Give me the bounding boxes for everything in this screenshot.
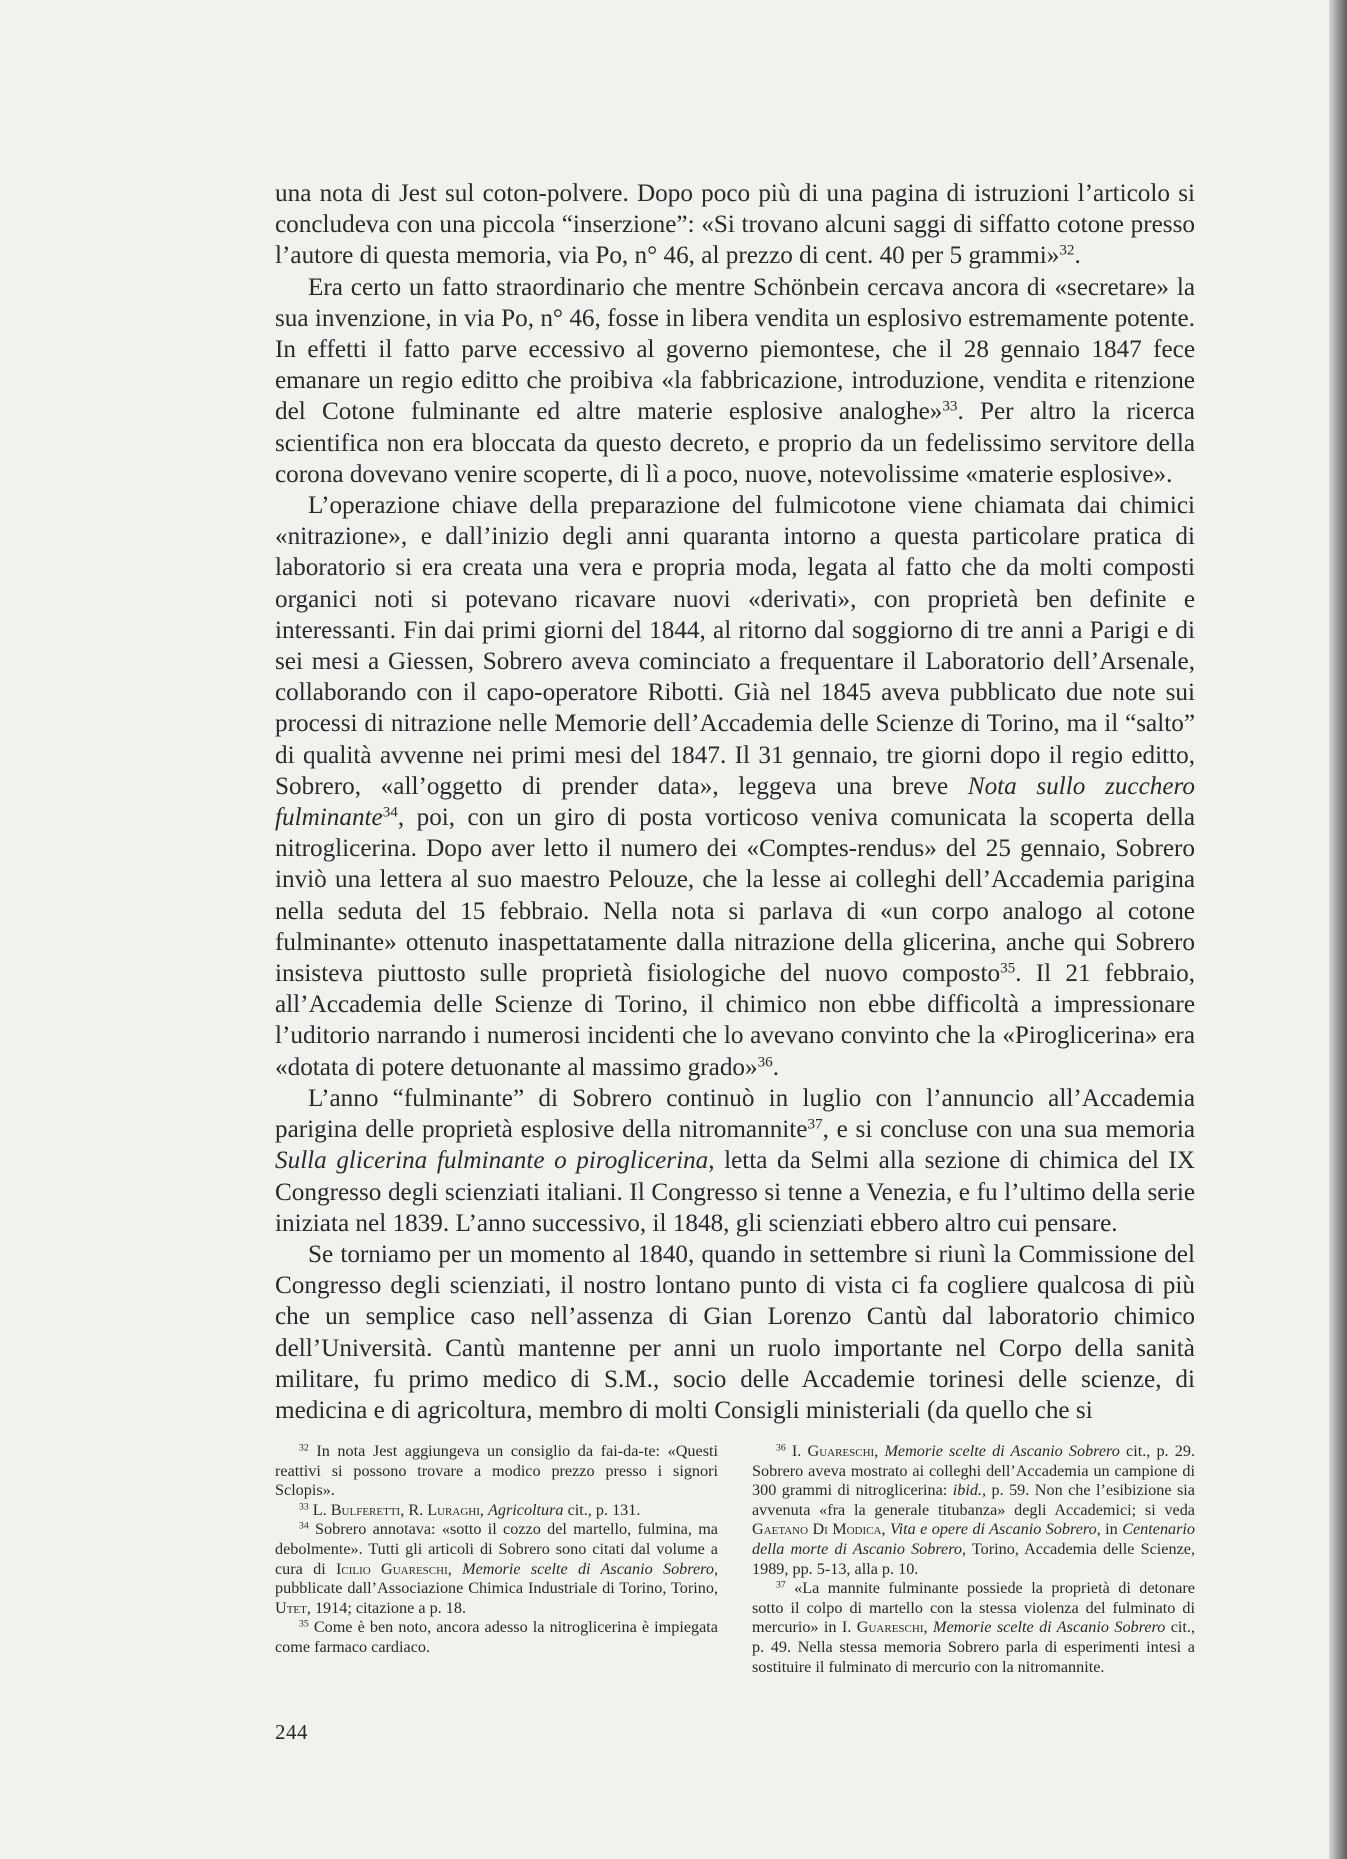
text-run: , 1914; citazione a p. 18. bbox=[306, 1598, 466, 1617]
footnote bbox=[275, 1618, 718, 1657]
italic-text: ibid. bbox=[952, 1481, 982, 1500]
italic-text: Memorie scelte di Ascanio Sobrero bbox=[884, 1442, 1120, 1460]
text-run: cit., p. 29. Sobrero aveva mostrato ai colleghi dell’Accademia un campione di 300 grammi di nitroglicerina: bbox=[752, 1442, 1196, 1500]
paragraph bbox=[275, 1239, 1195, 1426]
small-caps-name: Luraghi bbox=[427, 1500, 480, 1519]
text-run: una nota di Jest sul coton-polvere. Dopo poco più di una pagina di istruzioni l’articolo si concludeva con una piccola “inserzione”: «Si trovano alcuni saggi di siffatto cotone presso l’autore di questa memoria, via Po, n° 46, al prezzo di cent. 40 per 5 grammi» bbox=[275, 180, 1195, 270]
text-run: , bbox=[874, 1442, 885, 1460]
text-run: Sobrero annotava: «sotto il cozzo del martello, fulmina, ma debolmente». Tutti gli articoli di Sobrero sono citati dal volume a cura di bbox=[275, 1520, 718, 1578]
paragraph bbox=[275, 1083, 1195, 1239]
text-run: I. bbox=[785, 1442, 808, 1460]
text-run: , pubblicate dall’Associazione Chimica Industriale di Torino, Torino, bbox=[275, 1559, 718, 1598]
text-run: , bbox=[881, 1520, 890, 1539]
note-reference: 33 bbox=[299, 1501, 309, 1513]
text-run: . Per altro la ricerca scientifica non era bloccata da questo decreto, e proprio da un fedelissimo servitore della corona dovevano venire scoperte, di lì a poco, nuove, notevolissime «materie esplosive». bbox=[275, 398, 1195, 488]
text-run: In nota Jest aggiungeva un consiglio da fai-da-te: «Questi reattivi si possono trovare a modico prezzo presso i signori Sclopis». bbox=[275, 1442, 718, 1500]
small-caps-name: Guareschi bbox=[856, 1618, 924, 1637]
footnote bbox=[752, 1579, 1195, 1677]
text-run: , e si concluse con una sua memoria bbox=[822, 1116, 1195, 1144]
footnote bbox=[275, 1501, 718, 1521]
text-run: «La mannite fulminante possiede la proprietà di detonare sotto il colpo di martello con la stessa violenza del fulminato di mercurio» in I. bbox=[752, 1579, 1195, 1637]
note-reference: 36 bbox=[776, 1442, 786, 1454]
note-reference: 32 bbox=[299, 1442, 309, 1454]
italic-text: Memorie scelte di Ascanio Sobrero bbox=[932, 1618, 1166, 1637]
text-run: Era certo un fatto straordinario che mentre Schönbein cercava ancora di «secretare» la sua invenzione, in via Po, n° 46, fosse in libera vendita un esplosivo estremamente potente. In effetti il fatto parve eccessivo al governo piemontese, che il 28 gennaio 1847 fece emanare un regio editto che proibiva «la fabbricazione, introduzione, vendita e ritenzione del Cotone fulminante ed altre materie esplosive analoghe» bbox=[275, 273, 1195, 426]
footnote bbox=[275, 1442, 718, 1501]
text-run: L. bbox=[308, 1500, 331, 1519]
note-reference: 35 bbox=[1000, 960, 1016, 977]
italic-text: Memorie scelte di Ascanio Sobrero bbox=[462, 1559, 714, 1578]
note-reference: 34 bbox=[299, 1521, 309, 1533]
note-reference: 33 bbox=[942, 399, 958, 416]
text-run: cit., p. 49. Nella stessa memoria Sobrero parla di esperimenti intesi a sostituire il fulminato di mercurio con la nitromannite. bbox=[752, 1618, 1195, 1676]
paragraph bbox=[275, 490, 1195, 1083]
text-run: , p. 59. Non che l’esibizione sia avvenuta «fra la generale titubanza» degli Accademici; si veda bbox=[752, 1481, 1195, 1519]
text-run: , Torino, Accademia delle Scienze, 1989, pp. 5-13, alla p. 10. bbox=[752, 1539, 1195, 1578]
note-reference: 37 bbox=[776, 1579, 786, 1591]
footnotes bbox=[275, 1442, 1195, 1677]
text-run: , in bbox=[1096, 1520, 1123, 1539]
small-caps-name: Gaetano Di Modica bbox=[752, 1520, 882, 1539]
main-text bbox=[275, 178, 1195, 1426]
text-run: cit., p. 131. bbox=[563, 1500, 641, 1519]
italic-text: Sulla glicerina fulminante o piroglicerina bbox=[275, 1147, 709, 1175]
text-run: , bbox=[923, 1618, 933, 1637]
italic-text: Agricoltura bbox=[487, 1500, 564, 1519]
text-run: . bbox=[1074, 242, 1081, 270]
small-caps-name: Utet bbox=[275, 1598, 307, 1617]
small-caps-name: Guareschi bbox=[807, 1442, 875, 1460]
text-run: , bbox=[447, 1559, 463, 1578]
paragraph bbox=[275, 178, 1195, 272]
small-caps-name: Bulferetti bbox=[330, 1500, 401, 1519]
text-run: L’anno “fulminante” di Sobrero continuò in luglio con l’annuncio all’Accademia parigina delle proprietà esplosive della nitromannite bbox=[275, 1084, 1195, 1144]
text-run: , letta da Selmi alla sezione di chimica del IX Congresso degli scienziati italiani. Il Congresso si tenne a Venezia, e fu l’ultimo della serie iniziata nel 1839. L’anno successivo, il 1848, gli scienziati ebbero altro cui pensare. bbox=[275, 1147, 1196, 1237]
note-reference: 34 bbox=[382, 804, 398, 821]
text-run: , R. bbox=[400, 1500, 428, 1519]
footnote bbox=[752, 1442, 1195, 1579]
footnote bbox=[275, 1520, 718, 1618]
text-run: . Il 21 febbraio, all’Accademia delle Scienze di Torino, il chimico non ebbe difficoltà a impressionare l’uditorio narrando i numerosi incidenti che lo avevano convinto che la «Piroglicerina» era «dotata di potere detuonante al massimo grado» bbox=[275, 960, 1195, 1081]
text-run: Se torniamo per un momento al 1840, quando in settembre si riunì la Commissione del Congresso degli scienziati, il nostro lontano punto di vista ci fa cogliere qualcosa di più che un semplice caso nell’assenza di Gian Lorenzo Cantù dal laboratorio chimico dell’Università. Cantù mantenne per anni un ruolo importante nel Corpo della sanità militare, fu primo medico di S.M., socio delle Accademie torinesi delle scienze, di medicina e di agricoltura, membro di molti Consigli ministeriali (da quello che si bbox=[275, 1240, 1195, 1424]
text-run: , poi, con un giro di posta vorticoso veniva comunicata la scoperta della nitroglicerina. Dopo aver letto il numero dei «Comptes-rendus» del 25 gennaio, Sobrero inviò una lettera al suo maestro Pelouze, che la lesse ai colleghi dell’Accademia parigina nella seduta del 15 febbraio. Nella nota si parlava di «un corpo analogo al cotone fulminante» ottenuto inaspettatamente dalla nitrazione della glicerina, anche qui Sobrero insisteva piuttosto sulle proprietà fisiologiche del nuovo composto bbox=[275, 804, 1195, 988]
paragraph bbox=[275, 272, 1195, 490]
note-reference: 35 bbox=[299, 1619, 309, 1630]
text-run: , bbox=[479, 1500, 488, 1519]
note-reference: 36 bbox=[757, 1054, 773, 1071]
text-run: L’operazione chiave della preparazione del fulmicotone viene chiamata dai chimici «nitrazione», e dall’inizio degli anni quaranta intorno a questa particolare pratica di laboratorio si era creata una vera e propria moda, legata al fatto che da molti composti organici noti si potevano ricavare nuovi «derivati», con proprietà ben definite e interessanti. Fin dai primi giorni del 1844, al ritorno dal soggiorno di tre anni a Parigi e di sei mesi a Giessen, Sobrero aveva cominciato a frequentare il Laboratorio dell’Arsenale, collaborando con il capo-operatore Ribotti. Già nel 1845 aveva pubblicato due note sui processi di nitrazione nelle Memorie dell’Accademia delle Scienze di Torino, ma il “salto” di qualità avvenne nei primi mesi del 1847. Il 31 gennaio, tre giorni dopo il regio editto, Sobrero, «all’oggetto di prender data», leggeva una breve bbox=[275, 492, 1195, 800]
text-run: Come è ben noto, ancora adesso la nitroglicerina è impiegata come farmaco cardiaco. bbox=[275, 1618, 718, 1656]
note-reference: 37 bbox=[807, 1116, 823, 1133]
italic-text: Vita e opere di Ascanio Sobrero bbox=[889, 1520, 1097, 1539]
small-caps-name: Icilio Guareschi bbox=[336, 1559, 448, 1578]
page-edge-shadow bbox=[1329, 0, 1347, 1859]
text-run: . bbox=[772, 1053, 780, 1081]
italic-text: Nota sullo zucchero fulminante bbox=[275, 772, 1195, 832]
italic-text: Centenario della morte di Ascanio Sobrero bbox=[752, 1520, 1196, 1558]
page-number: 244 bbox=[275, 1720, 308, 1744]
note-reference: 32 bbox=[1059, 243, 1075, 260]
